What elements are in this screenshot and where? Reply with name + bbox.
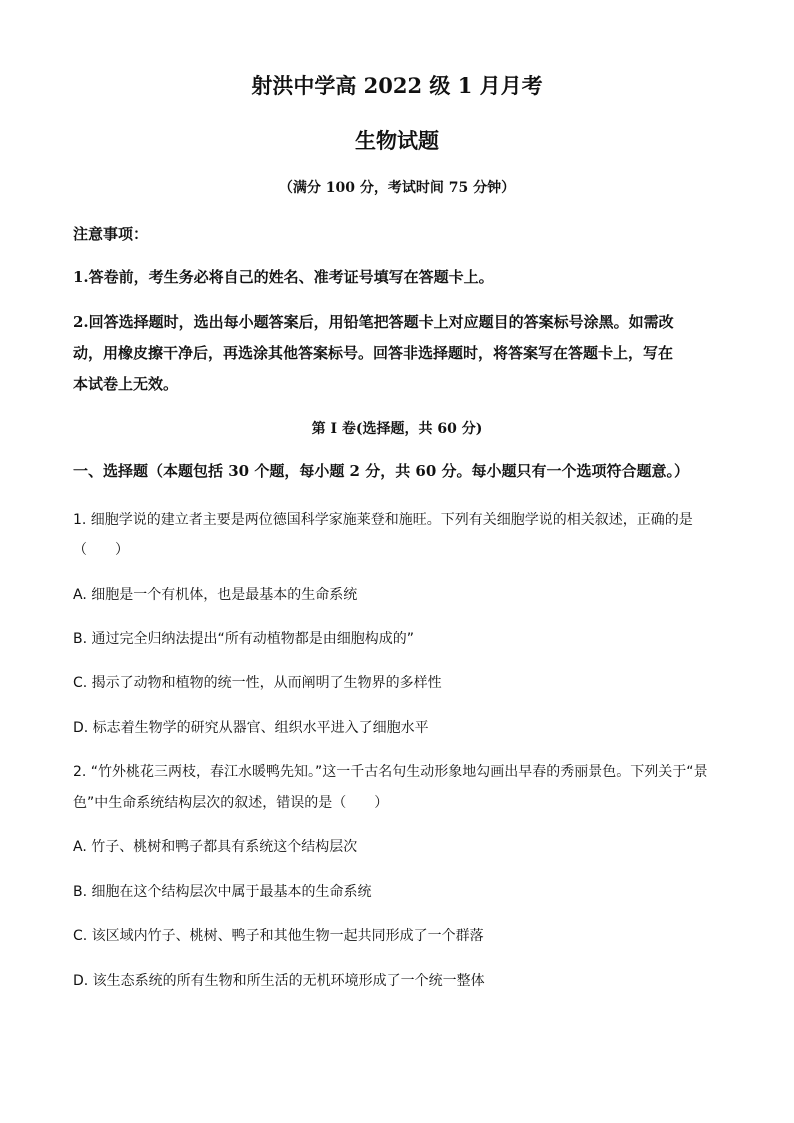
notice-item-2-line-1: 2.回答选择题时，选出每小题答案后，用铅笔把答题卡上对应题目的答案标号涂黑。如需改 <box>73 313 674 331</box>
notice-item-1: 1.答卷前，考生务必将自己的姓名、准考证号填写在答题卡上。 <box>73 268 494 286</box>
notice-heading: 注意事项： <box>73 225 149 243</box>
notice-item-2-line-2: 动，用橡皮擦干净后，再选涂其他答案标号。回答非选择题时，将答案写在答题卡上，写在 <box>73 344 674 362</box>
exam-note: （满分 100 分，考试时间 75 分钟） <box>278 180 516 196</box>
question-1-stem-line-2: （ ） <box>73 542 129 558</box>
question-2-option-a: A. 竹子、桃树和鸭子都具有系统这个结构层次 <box>73 839 358 855</box>
part-title: 一、选择题（本题包括 30 个题，每小题 2 分，共 60 分。每小题只有一个选项符合题意。） <box>73 462 690 480</box>
question-2-stem-line-2: 色”中生命系统结构层次的叙述，错误的是（ ） <box>73 795 389 811</box>
question-2-stem-line-1: 2. “竹外桃花三两枝，春江水暖鸭先知。”这一千古名句生动形象地勾画出早春的秀丽景色。下列关于“景 <box>73 764 708 780</box>
school-title: 射洪中学高 2022 级 1 月月考 <box>251 73 543 98</box>
subject-title: 生物试题 <box>355 128 439 153</box>
question-2-option-b: B. 细胞在这个结构层次中属于最基本的生命系统 <box>73 884 372 900</box>
question-1-option-c: C. 揭示了动物和植物的统一性，从而阐明了生物界的多样性 <box>73 675 442 691</box>
question-1-option-d: D. 标志着生物学的研究从器官、组织水平进入了细胞水平 <box>73 720 429 736</box>
notice-item-2-line-3: 本试卷上无效。 <box>73 375 179 393</box>
question-1-option-a: A. 细胞是一个有机体，也是最基本的生命系统 <box>73 587 358 603</box>
volume-title: 第 I 卷(选择题，共 60 分) <box>311 421 483 437</box>
question-2-option-d: D. 该生态系统的所有生物和所生活的无机环境形成了一个统一整体 <box>73 973 485 989</box>
question-1-option-b: B. 通过完全归纳法提出“所有动植物都是由细胞构成的” <box>73 631 415 647</box>
question-1-stem-line-1: 1. 细胞学说的建立者主要是两位德国科学家施莱登和施旺。下列有关细胞学说的相关叙述，正确的是 <box>73 512 693 528</box>
question-2-option-c: C. 该区域内竹子、桃树、鸭子和其他生物一起共同形成了一个群落 <box>73 928 484 944</box>
